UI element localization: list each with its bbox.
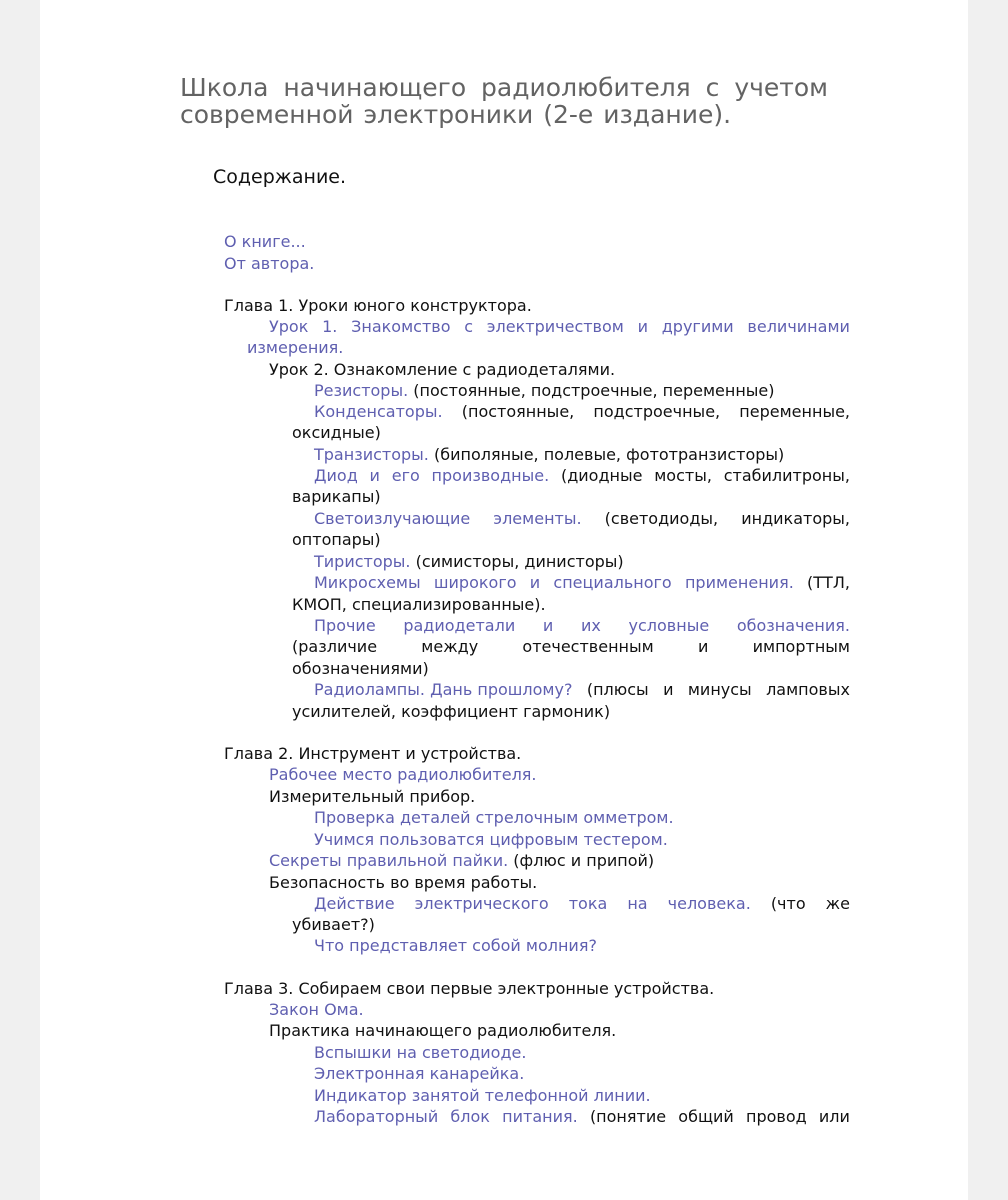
contents-heading: Содержание.	[213, 166, 347, 188]
toc-link-diode[interactable]: Диод	[314, 466, 358, 485]
toc-note-current-cont: убивает?)	[292, 915, 375, 934]
chapter-1-heading: Глава 1. Уроки юного конструктора.	[224, 296, 532, 315]
toc-item-chips: Микросхемы широкого и специального применения. (ТТЛ,	[314, 573, 850, 592]
toc-note-transistors: (биполяные, полевые, фототранзисторы)	[433, 445, 785, 464]
table-of-contents	[40, 0, 968, 1200]
toc-item-current: Действие электрического тока на человека. (что же	[314, 894, 850, 913]
practice-heading: Практика начинающего радиолюбителя.	[269, 1021, 617, 1040]
toc-item-soldering	[269, 850, 850, 871]
toc-link-lesson-1-cont[interactable]: измерения.	[247, 338, 344, 357]
chapter-3-heading: Глава 3. Собираем свои первые электронные устройства.	[224, 979, 715, 998]
toc-link-soldering[interactable]: Секреты правильной пайки.	[269, 851, 509, 870]
lesson-2-heading: Урок 2. Ознакомление с радиодеталями.	[269, 360, 616, 379]
safety-heading: Безопасность во время работы.	[269, 873, 538, 892]
toc-link-capacitors[interactable]: Конденсаторы.	[314, 402, 443, 421]
document-title: Школа начинающего радиолюбителя с учетом современной электроники (2-е издание).	[180, 73, 828, 129]
toc-link-canary[interactable]: Электронная канарейка.	[314, 1064, 525, 1083]
document-page	[40, 0, 968, 1200]
toc-item-other-parts: Прочие радиодетали и их условные обозначения.	[314, 616, 850, 635]
toc-link-leds[interactable]: Светоизлучающие	[314, 509, 471, 528]
toc-link-flashes[interactable]: Вспышки на светодиоде.	[314, 1043, 527, 1062]
toc-link-phone-indicator[interactable]: Индикатор занятой телефонной линии.	[314, 1086, 651, 1105]
toc-link-other-parts[interactable]: Прочие	[314, 616, 376, 635]
toc-link-ohmmeter[interactable]: Проверка деталей стрелочным омметром.	[314, 808, 674, 827]
toc-note-tubes-cont: усилителей, коэффициент гармоник)	[292, 702, 611, 721]
toc-link-lightning[interactable]: Что представляет собой молния?	[314, 936, 597, 955]
toc-link-psu[interactable]: Лабораторный	[314, 1107, 439, 1126]
toc-link-thyristors[interactable]: Тиристоры.	[314, 552, 411, 571]
toc-link-lesson-1[interactable]: Урок 1. Знакомство с электричеством и другими величинами	[269, 317, 850, 336]
toc-note-capacitors-cont: оксидные)	[292, 423, 381, 442]
toc-note-other-parts-end: обозначениями)	[292, 659, 429, 678]
toc-item-resistors	[314, 380, 850, 401]
chapter-2-heading: Глава 2. Инструмент и устройства.	[224, 744, 522, 763]
toc-note-diode-cont: варикапы)	[292, 487, 381, 506]
toc-note-other-parts-cont: (различие между отечественным и импортным	[292, 637, 850, 656]
toc-link-tubes[interactable]: Радиолампы. Дань прошлому?	[314, 680, 573, 699]
toc-link-about-book[interactable]: О книге...	[224, 232, 306, 251]
toc-item-tubes: Радиолампы. Дань прошлому? (плюсы и минусы ламповых	[314, 680, 850, 699]
toc-link-from-author[interactable]: От автора.	[224, 254, 315, 273]
toc-item-diode: Диод и его производные. (диодные мосты, стабилитроны,	[314, 466, 850, 485]
toc-note-resistors: (постоянные, подстроечные, переменные)	[413, 381, 775, 400]
toc-item-transistors	[314, 444, 850, 465]
meter-heading: Измерительный прибор.	[269, 787, 476, 806]
toc-link-transistors[interactable]: Транзисторы.	[314, 445, 429, 464]
toc-note-soldering: (флюс и припой)	[513, 851, 655, 870]
toc-item-psu: Лабораторный блок питания. (понятие общий провод или	[314, 1107, 850, 1126]
toc-link-chips[interactable]: Микросхемы	[314, 573, 421, 592]
toc-item-capacitors: Конденсаторы. (постоянные, подстроечные, переменные,	[314, 402, 850, 421]
toc-link-workplace[interactable]: Рабочее место радиолюбителя.	[269, 765, 537, 784]
toc-item-thyristors	[314, 551, 850, 572]
toc-note-chips-cont: КМОП, специализированные).	[292, 595, 546, 614]
toc-link-tester[interactable]: Учимся пользоватся цифровым тестером.	[314, 830, 668, 849]
toc-item-leds: Светоизлучающие элементы. (светодиоды, индикаторы,	[314, 509, 850, 528]
toc-link-current[interactable]: Действие	[314, 894, 395, 913]
toc-note-leds-cont: оптопары)	[292, 530, 381, 549]
toc-note-thyristors: (симисторы, динисторы)	[415, 552, 624, 571]
toc-link-resistors[interactable]: Резисторы.	[314, 381, 409, 400]
toc-link-ohm-law[interactable]: Закон Ома.	[269, 1000, 364, 1019]
